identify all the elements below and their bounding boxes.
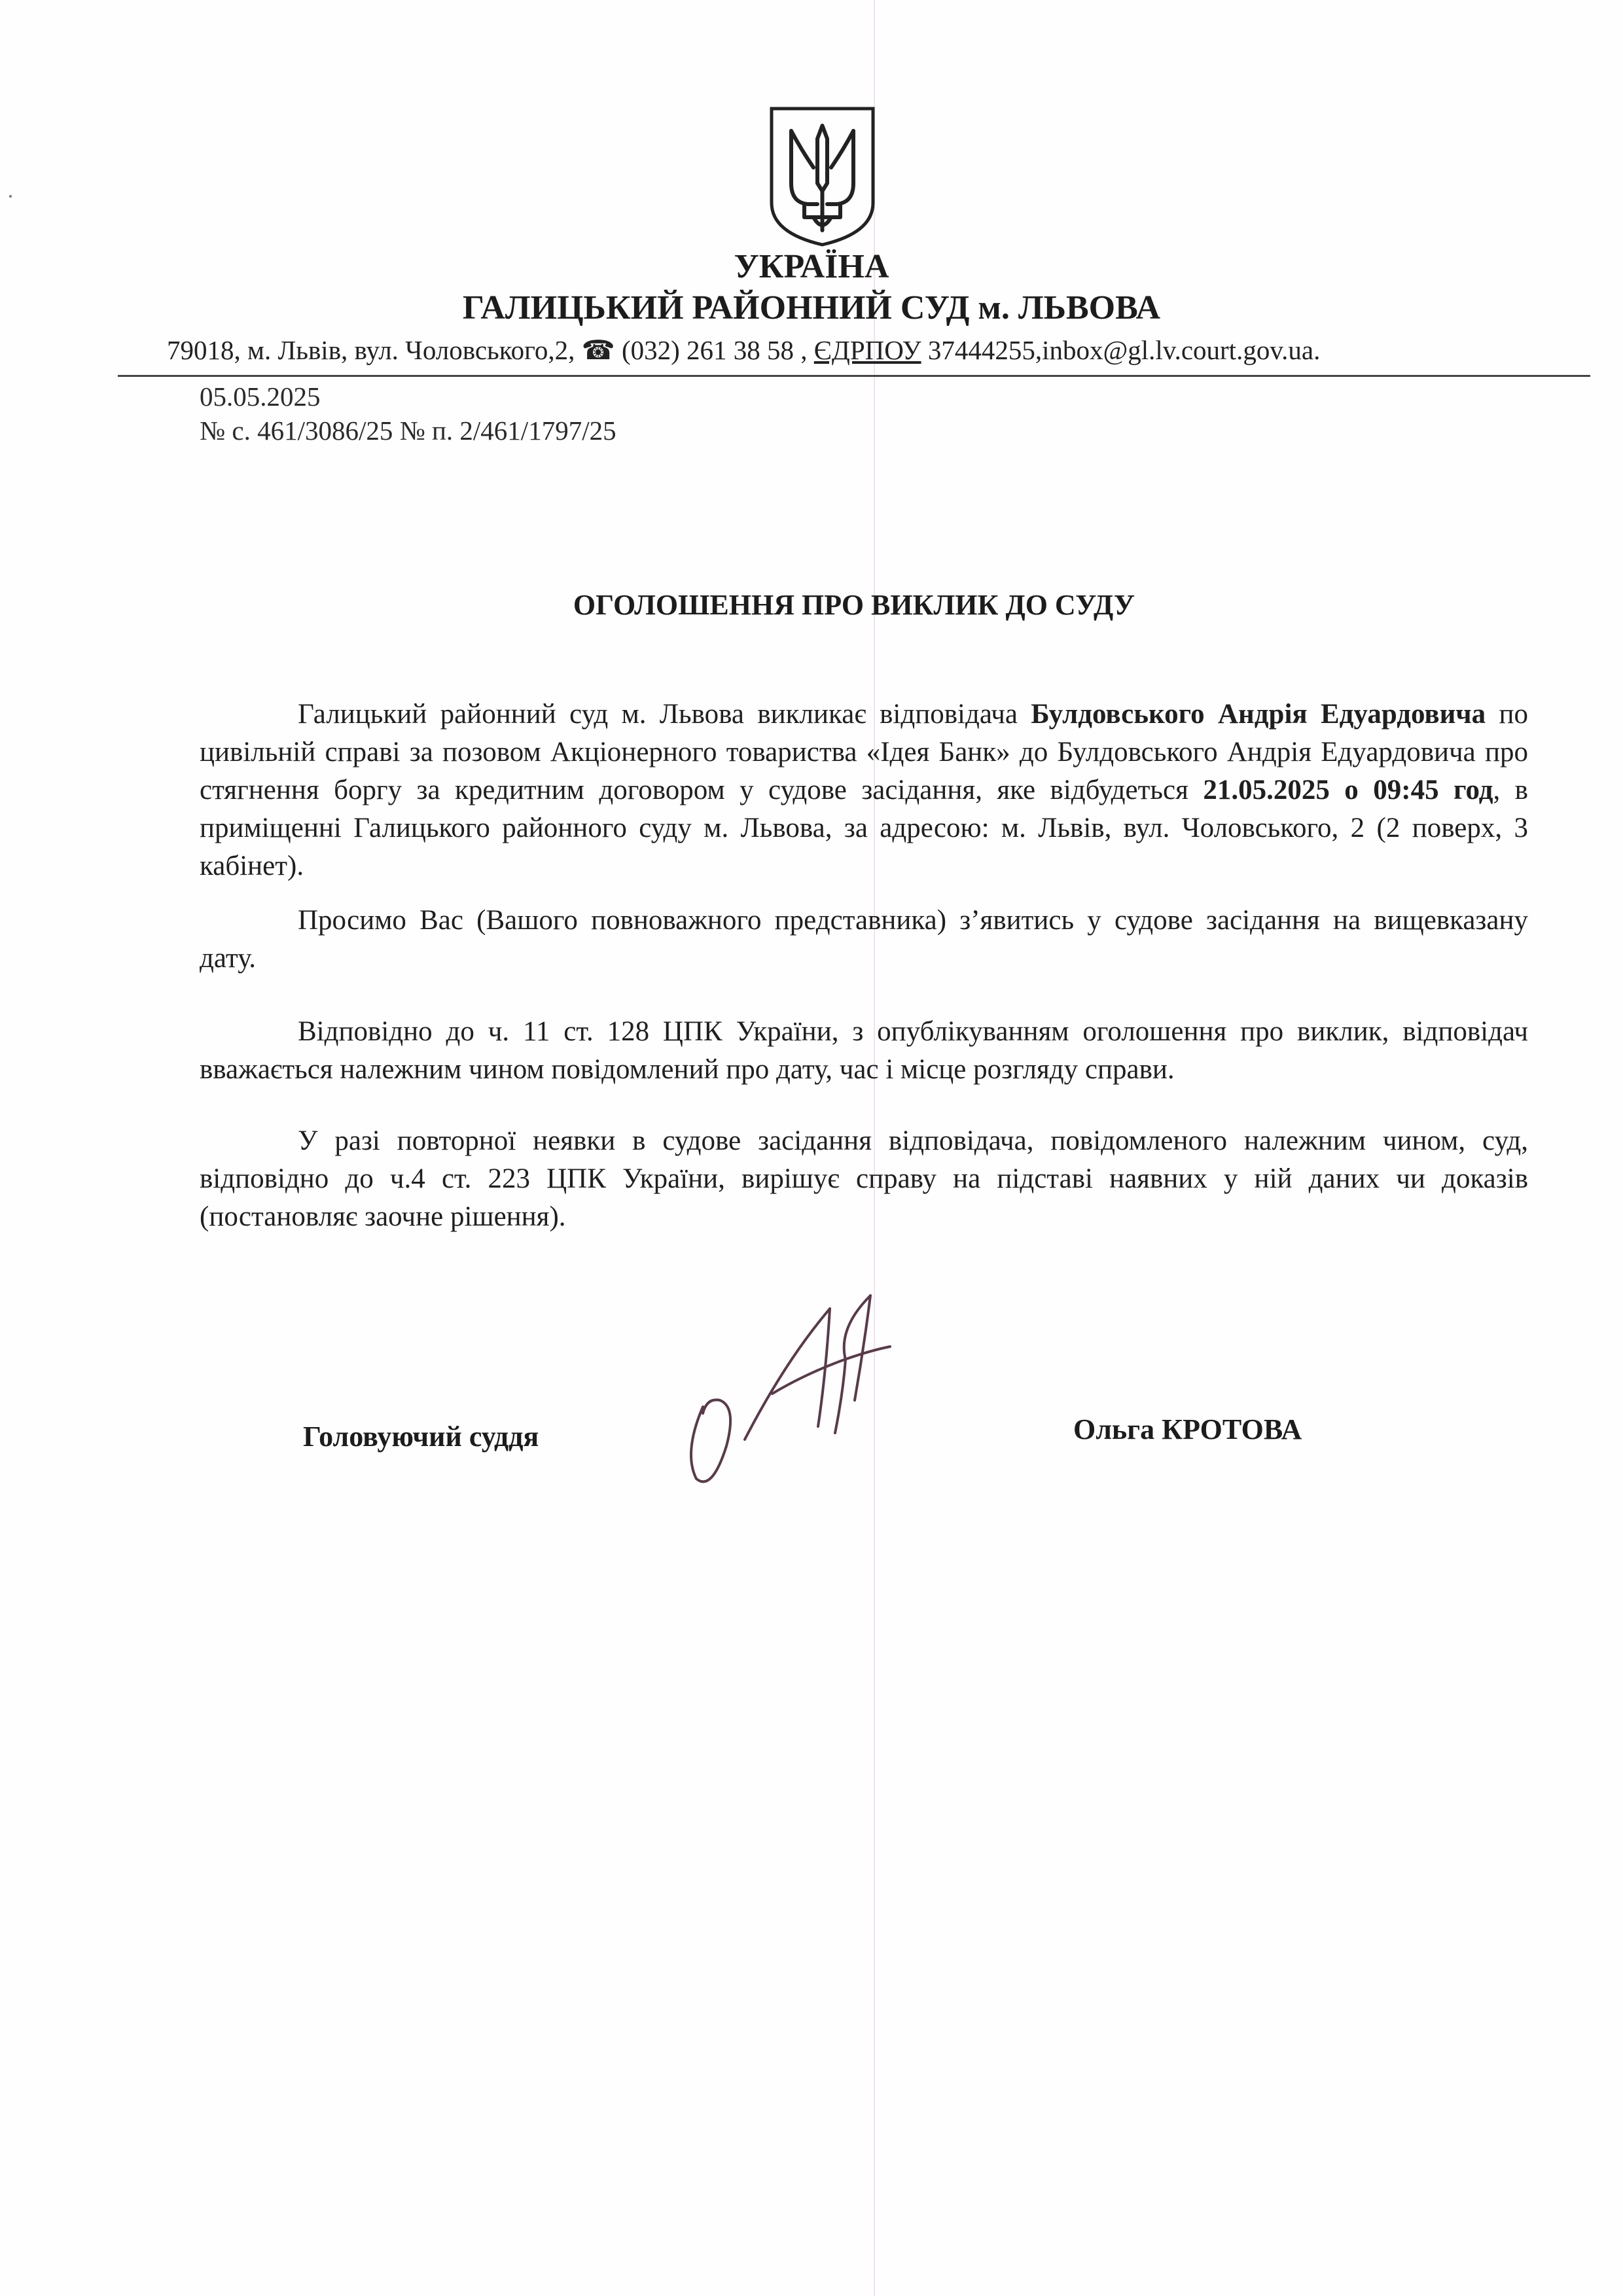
- scan-speck: [9, 195, 12, 198]
- case-numbers: № с. 461/3086/25 № п. 2/461/1797/25: [200, 415, 616, 446]
- paragraph-consequence: [200, 1122, 1528, 1236]
- document-title: ОГОЛОШЕННЯ ПРО ВИКЛИК ДО СУДУ: [573, 589, 1135, 621]
- coat-of-arms-icon: [768, 105, 877, 247]
- summons-text-3: , в приміщенні Галицького районного суду м. Львова, за адресою: м. Львів, вул. Чоловського, 2 (2 поверх, 3 кабінет).: [200, 775, 1528, 881]
- header-divider: [118, 375, 1590, 377]
- request-text: Просимо Вас (Вашого повноважного представника) з’явитись у судове засідання на вищевказану дату.: [200, 905, 1528, 974]
- court-address: 79018, м. Львів, вул. Чоловського,2,: [167, 335, 582, 365]
- phone-icon: ☎: [581, 335, 615, 365]
- notice-text: Відповідно до ч. 11 ст. 128 ЦПК України, з опублікуванням оголошення про виклик, відповідач вважається належним чином повідомлений про дату, час і місце розгляду справи.: [200, 1016, 1528, 1085]
- paragraph-request: [200, 902, 1528, 978]
- summons-text-1: Галицький районний суд м. Львова викликає відповідача: [298, 699, 1031, 730]
- court-address-line: [167, 332, 1594, 368]
- country-heading: УКРАЇНА: [734, 248, 889, 285]
- edrpou-and-email: 37444255,inbox@gl.lv.court.gov.ua.: [921, 335, 1321, 365]
- signatory-name: Ольга КРОТОВА: [1073, 1413, 1302, 1445]
- edrpou-label: ЄДРПОУ: [813, 335, 921, 365]
- hearing-datetime: 21.05.2025 о 09:45 год: [1203, 775, 1493, 805]
- defendant-name: Булдовського Андрія Едуардовича: [1031, 699, 1486, 730]
- document-date: 05.05.2025: [200, 381, 321, 412]
- signatory-role: Головуючий суддя: [303, 1421, 539, 1453]
- paragraph-notice: [200, 1013, 1528, 1089]
- consequence-text: У разі повторної неявки в судове засідання відповідача, повідомленого належним чином, суд, відповідно до ч.4 ст. 223 ЦПК України, вирішує справу на підставі наявних у ній даних чи доказів (постановляє заочне рішення).: [200, 1125, 1528, 1232]
- handwritten-signature: [674, 1282, 975, 1505]
- court-phone: (032) 261 38 58 ,: [621, 335, 814, 365]
- summons-text-2: по цивільній справі за позовом Акціонерного товариства «Ідея Банк» до Булдовського Андрія Едуардовича про стягнення боргу за кредитним договором у судове засідання, яке відбудеться: [200, 699, 1528, 805]
- court-name-heading: ГАЛИЦЬКИЙ РАЙОННИЙ СУД м. ЛЬВОВА: [462, 289, 1161, 327]
- paragraph-summons: [200, 696, 1528, 885]
